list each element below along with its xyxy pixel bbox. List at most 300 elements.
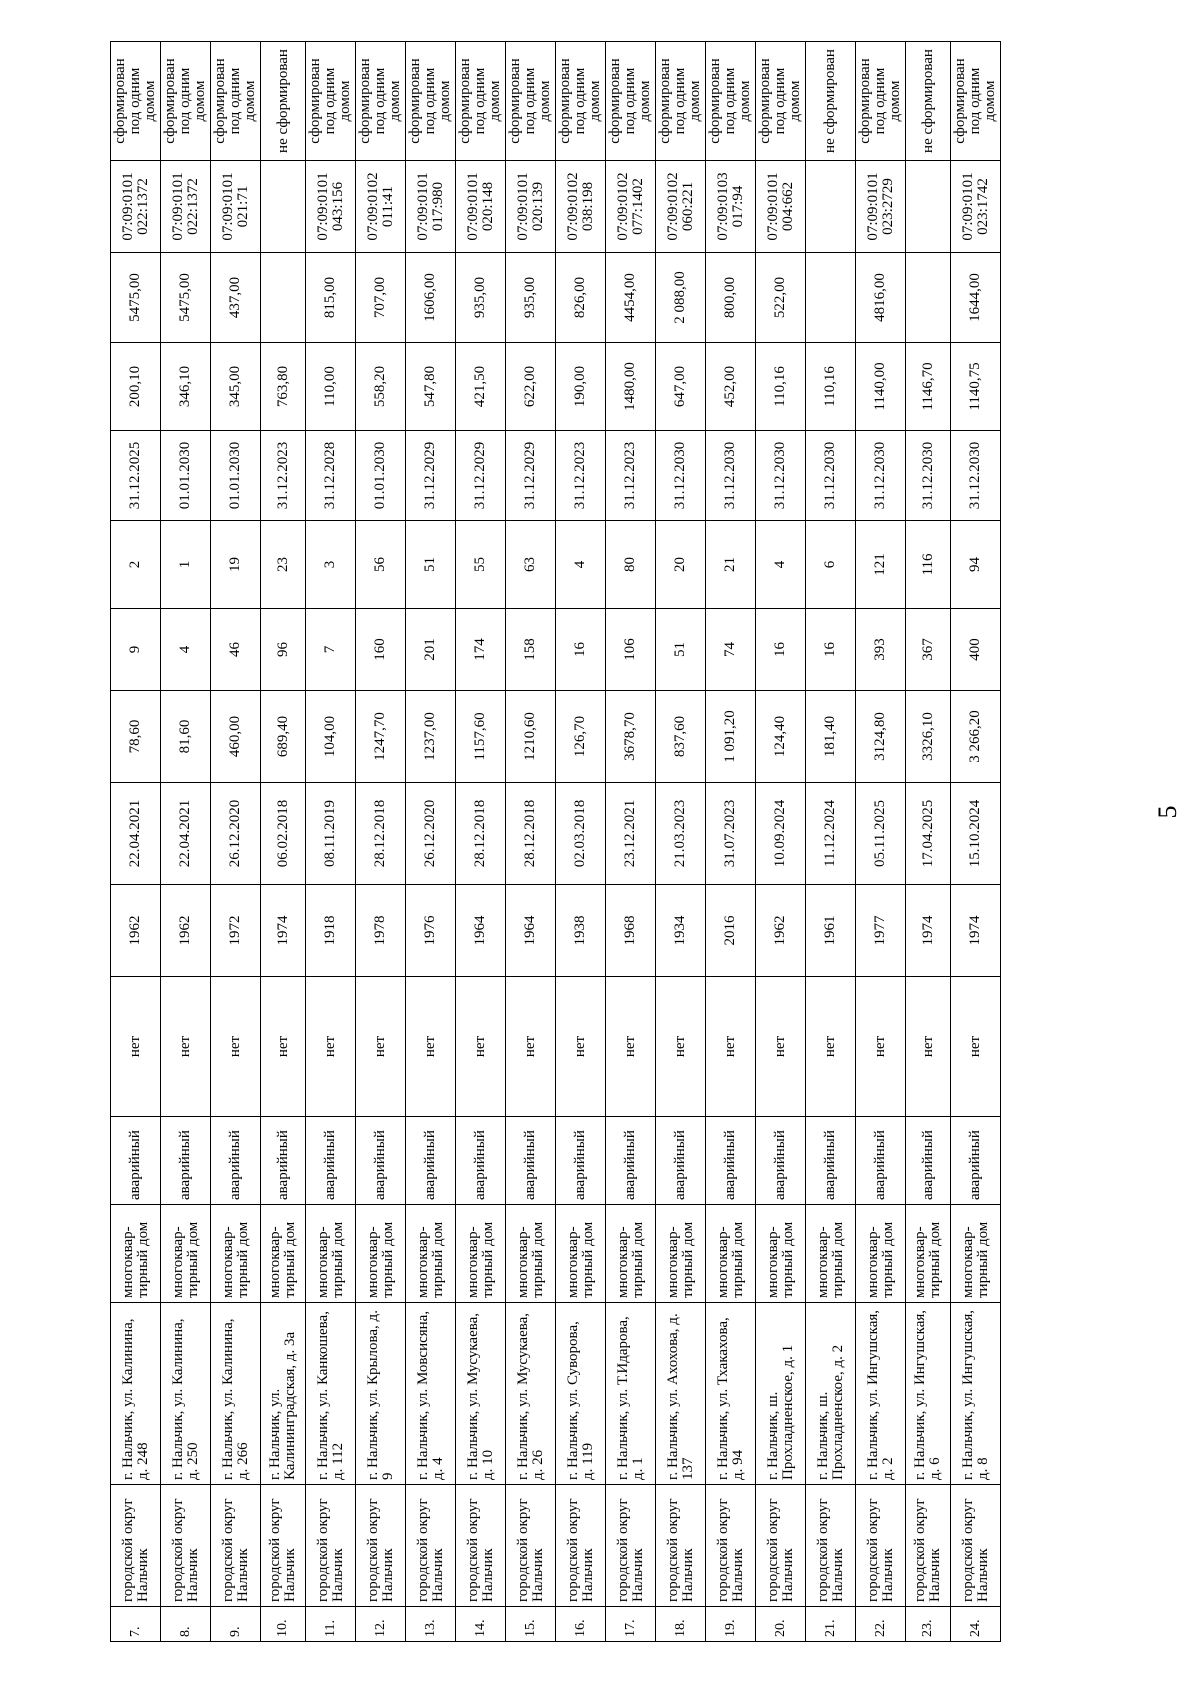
living-area-cell: 763,80 bbox=[261, 343, 306, 431]
table-row bbox=[856, 42, 906, 1642]
build-year-cell: 1968 bbox=[606, 885, 656, 977]
table-row bbox=[456, 42, 506, 1642]
condition-cell: аварийный bbox=[806, 1117, 856, 1205]
cultural-heritage-cell: нет bbox=[951, 977, 1001, 1117]
building-type-cell: многоквар-тирный дом bbox=[606, 1205, 656, 1303]
address-cell: г. Нальчик, ул. Канкошева, д. 112 bbox=[306, 1303, 356, 1485]
cadastral-number-cell bbox=[261, 161, 306, 253]
building-type-cell: многоквар-тирный дом bbox=[856, 1205, 906, 1303]
premises-count-cell: 80 bbox=[606, 521, 656, 609]
cultural-heritage-cell: нет bbox=[161, 977, 211, 1117]
cadastral-number-cell: 07:09:0101 043:156 bbox=[306, 161, 356, 253]
municipality-cell: городской округ Нальчик bbox=[306, 1485, 356, 1607]
residents-count-cell: 7 bbox=[306, 609, 356, 691]
land-status-cell: сформирован под одним домом bbox=[706, 42, 756, 161]
land-status-cell: сформирован под одним домом bbox=[506, 42, 556, 161]
cadastral-number-cell: 07:09:0101 022:1372 bbox=[111, 161, 161, 253]
cadastral-number-cell: 07:09:0101 020:148 bbox=[456, 161, 506, 253]
cadastral-number-cell: 07:09:0101 023:2729 bbox=[856, 161, 906, 253]
address-cell: г. Нальчик, ул. Суворова, д. 119 bbox=[556, 1303, 606, 1485]
cadastral-number-cell: 07:09:0102 038:198 bbox=[556, 161, 606, 253]
address-cell: г. Нальчик, ул. Тхакахова, д. 94 bbox=[706, 1303, 756, 1485]
land-status-cell: сформирован под одним домом bbox=[756, 42, 806, 161]
condition-cell: аварийный bbox=[556, 1117, 606, 1205]
premises-count-cell: 1 bbox=[161, 521, 211, 609]
residents-count-cell: 106 bbox=[606, 609, 656, 691]
living-area-cell: 622,00 bbox=[506, 343, 556, 431]
row-number-cell: 12. bbox=[356, 1607, 406, 1642]
build-year-cell: 1974 bbox=[951, 885, 1001, 977]
address-cell: г. Нальчик, ш. Прохладненское, д. 2 bbox=[806, 1303, 856, 1485]
living-area-cell: 110,16 bbox=[806, 343, 856, 431]
row-number-cell: 17. bbox=[606, 1607, 656, 1642]
resettlement-deadline-cell: 31.12.2030 bbox=[951, 431, 1001, 521]
premises-count-cell: 23 bbox=[261, 521, 306, 609]
resettlement-deadline-cell: 01.01.2030 bbox=[211, 431, 261, 521]
total-area-cell: 1210,60 bbox=[506, 691, 556, 783]
residents-count-cell: 96 bbox=[261, 609, 306, 691]
land-status-cell: сформирован под одним домом bbox=[406, 42, 456, 161]
cultural-heritage-cell: нет bbox=[211, 977, 261, 1117]
decision-date-cell: 17.04.2025 bbox=[906, 783, 951, 885]
build-year-cell: 1974 bbox=[261, 885, 306, 977]
table-row bbox=[706, 42, 756, 1642]
cultural-heritage-cell: нет bbox=[556, 977, 606, 1117]
table-body bbox=[111, 42, 1001, 1642]
build-year-cell: 1974 bbox=[906, 885, 951, 977]
decision-date-cell: 22.04.2021 bbox=[111, 783, 161, 885]
decision-date-cell: 28.12.2018 bbox=[356, 783, 406, 885]
resettlement-deadline-cell: 31.12.2030 bbox=[706, 431, 756, 521]
cadastral-number-cell bbox=[806, 161, 856, 253]
cultural-heritage-cell: нет bbox=[606, 977, 656, 1117]
cultural-heritage-cell: нет bbox=[111, 977, 161, 1117]
land-area-cell: 815,00 bbox=[306, 253, 356, 343]
resettlement-deadline-cell: 31.12.2025 bbox=[111, 431, 161, 521]
row-number-cell: 11. bbox=[306, 1607, 356, 1642]
municipality-cell: городской округ Нальчик bbox=[606, 1485, 656, 1607]
condition-cell: аварийный bbox=[161, 1117, 211, 1205]
build-year-cell: 1962 bbox=[111, 885, 161, 977]
cultural-heritage-cell: нет bbox=[856, 977, 906, 1117]
address-cell: г. Нальчик, ул. Ингушская, д. 6 bbox=[906, 1303, 951, 1485]
residents-count-cell: 46 bbox=[211, 609, 261, 691]
cadastral-number-cell: 07:09:0103 017:94 bbox=[706, 161, 756, 253]
total-area-cell: 3124,80 bbox=[856, 691, 906, 783]
building-type-cell: многоквар-тирный дом bbox=[406, 1205, 456, 1303]
municipality-cell: городской округ Нальчик bbox=[406, 1485, 456, 1607]
residents-count-cell: 160 bbox=[356, 609, 406, 691]
building-type-cell: многоквар-тирный дом bbox=[356, 1205, 406, 1303]
land-status-cell: сформирован под одним домом bbox=[306, 42, 356, 161]
cadastral-number-cell bbox=[906, 161, 951, 253]
building-type-cell: многоквар-тирный дом bbox=[211, 1205, 261, 1303]
cadastral-number-cell: 07:09:0102 011:41 bbox=[356, 161, 406, 253]
address-cell: г. Нальчик, ш. Прохладненское, д. 1 bbox=[756, 1303, 806, 1485]
resettlement-deadline-cell: 31.12.2030 bbox=[806, 431, 856, 521]
municipality-cell: городской округ Нальчик bbox=[111, 1485, 161, 1607]
municipality-cell: городской округ Нальчик bbox=[656, 1485, 706, 1607]
premises-count-cell: 94 bbox=[951, 521, 1001, 609]
build-year-cell: 1964 bbox=[456, 885, 506, 977]
condition-cell: аварийный bbox=[211, 1117, 261, 1205]
cultural-heritage-cell: нет bbox=[261, 977, 306, 1117]
total-area-cell: 81,60 bbox=[161, 691, 211, 783]
total-area-cell: 837,60 bbox=[656, 691, 706, 783]
building-type-cell: многоквар-тирный дом bbox=[556, 1205, 606, 1303]
total-area-cell: 3326,10 bbox=[906, 691, 951, 783]
resettlement-deadline-cell: 31.12.2023 bbox=[556, 431, 606, 521]
decision-date-cell: 26.12.2020 bbox=[406, 783, 456, 885]
land-area-cell bbox=[906, 253, 951, 343]
housing-table bbox=[110, 41, 1001, 1642]
residents-count-cell: 4 bbox=[161, 609, 211, 691]
residents-count-cell: 367 bbox=[906, 609, 951, 691]
land-status-cell: сформирован под одним домом bbox=[456, 42, 506, 161]
resettlement-deadline-cell: 31.12.2030 bbox=[856, 431, 906, 521]
cadastral-number-cell: 07:09:0102 077:1402 bbox=[606, 161, 656, 253]
table-row bbox=[161, 42, 211, 1642]
decision-date-cell: 28.12.2018 bbox=[456, 783, 506, 885]
land-area-cell: 935,00 bbox=[506, 253, 556, 343]
row-number-cell: 24. bbox=[951, 1607, 1001, 1642]
row-number-cell: 22. bbox=[856, 1607, 906, 1642]
land-status-cell: сформирован под одним домом bbox=[161, 42, 211, 161]
premises-count-cell: 19 bbox=[211, 521, 261, 609]
living-area-cell: 110,16 bbox=[756, 343, 806, 431]
building-type-cell: многоквар-тирный дом bbox=[756, 1205, 806, 1303]
address-cell: г. Нальчик, ул. Калинина, д. 266 bbox=[211, 1303, 261, 1485]
living-area-cell: 345,00 bbox=[211, 343, 261, 431]
land-status-cell: сформирован под одним домом bbox=[951, 42, 1001, 161]
table-row bbox=[306, 42, 356, 1642]
premises-count-cell: 4 bbox=[756, 521, 806, 609]
condition-cell: аварийный bbox=[706, 1117, 756, 1205]
residents-count-cell: 9 bbox=[111, 609, 161, 691]
condition-cell: аварийный bbox=[606, 1117, 656, 1205]
condition-cell: аварийный bbox=[656, 1117, 706, 1205]
living-area-cell: 110,00 bbox=[306, 343, 356, 431]
page-number-text: 5 bbox=[1153, 805, 1182, 819]
land-status-cell: сформирован под одним домом bbox=[211, 42, 261, 161]
municipality-cell: городской округ Нальчик bbox=[806, 1485, 856, 1607]
municipality-cell: городской округ Нальчик bbox=[906, 1485, 951, 1607]
land-status-cell: не сформирован bbox=[261, 42, 306, 161]
living-area-cell: 421,50 bbox=[456, 343, 506, 431]
resettlement-deadline-cell: 01.01.2030 bbox=[356, 431, 406, 521]
land-status-cell: сформирован под одним домом bbox=[656, 42, 706, 161]
residents-count-cell: 16 bbox=[756, 609, 806, 691]
resettlement-deadline-cell: 31.12.2030 bbox=[756, 431, 806, 521]
address-cell: г. Нальчик, ул. Мусукаева, д. 26 bbox=[506, 1303, 556, 1485]
condition-cell: аварийный bbox=[356, 1117, 406, 1205]
resettlement-deadline-cell: 31.12.2023 bbox=[261, 431, 306, 521]
address-cell: г. Нальчик, ул. Калининградская, д. 3а bbox=[261, 1303, 306, 1485]
land-area-cell: 2 088,00 bbox=[656, 253, 706, 343]
municipality-cell: городской округ Нальчик bbox=[211, 1485, 261, 1607]
cultural-heritage-cell: нет bbox=[706, 977, 756, 1117]
building-type-cell: многоквар-тирный дом bbox=[306, 1205, 356, 1303]
total-area-cell: 181,40 bbox=[806, 691, 856, 783]
row-number-cell: 20. bbox=[756, 1607, 806, 1642]
municipality-cell: городской округ Нальчик bbox=[756, 1485, 806, 1607]
resettlement-deadline-cell: 31.12.2029 bbox=[456, 431, 506, 521]
row-number-cell: 13. bbox=[406, 1607, 456, 1642]
table-row bbox=[951, 42, 1001, 1642]
cultural-heritage-cell: нет bbox=[806, 977, 856, 1117]
build-year-cell: 1978 bbox=[356, 885, 406, 977]
land-area-cell: 5475,00 bbox=[111, 253, 161, 343]
land-status-cell: сформирован под одним домом bbox=[111, 42, 161, 161]
premises-count-cell: 3 bbox=[306, 521, 356, 609]
cultural-heritage-cell: нет bbox=[406, 977, 456, 1117]
premises-count-cell: 51 bbox=[406, 521, 456, 609]
build-year-cell: 1961 bbox=[806, 885, 856, 977]
living-area-cell: 647,00 bbox=[656, 343, 706, 431]
address-cell: г. Нальчик, ул. Мовсисяна, д. 4 bbox=[406, 1303, 456, 1485]
table-row bbox=[906, 42, 951, 1642]
building-type-cell: многоквар-тирный дом bbox=[906, 1205, 951, 1303]
residents-count-cell: 174 bbox=[456, 609, 506, 691]
total-area-cell: 1 091,20 bbox=[706, 691, 756, 783]
build-year-cell: 1934 bbox=[656, 885, 706, 977]
decision-date-cell: 22.04.2021 bbox=[161, 783, 211, 885]
building-type-cell: многоквар-тирный дом bbox=[161, 1205, 211, 1303]
municipality-cell: городской округ Нальчик bbox=[706, 1485, 756, 1607]
row-number-cell: 18. bbox=[656, 1607, 706, 1642]
premises-count-cell: 2 bbox=[111, 521, 161, 609]
table-row bbox=[261, 42, 306, 1642]
cultural-heritage-cell: нет bbox=[456, 977, 506, 1117]
residents-count-cell: 51 bbox=[656, 609, 706, 691]
address-cell: г. Нальчик, ул. Калинина, д. 248 bbox=[111, 1303, 161, 1485]
table-row bbox=[356, 42, 406, 1642]
table-row bbox=[756, 42, 806, 1642]
residents-count-cell: 16 bbox=[556, 609, 606, 691]
row-number-cell: 15. bbox=[506, 1607, 556, 1642]
address-cell: г. Нальчик, ул. Т.Идарова, д. 1 bbox=[606, 1303, 656, 1485]
condition-cell: аварийный bbox=[306, 1117, 356, 1205]
land-area-cell: 1644,00 bbox=[951, 253, 1001, 343]
living-area-cell: 200,10 bbox=[111, 343, 161, 431]
total-area-cell: 460,00 bbox=[211, 691, 261, 783]
decision-date-cell: 11.12.2024 bbox=[806, 783, 856, 885]
address-cell: г. Нальчик, ул. Крылова, д. 9 bbox=[356, 1303, 406, 1485]
land-area-cell: 437,00 bbox=[211, 253, 261, 343]
building-type-cell: многоквар-тирный дом bbox=[806, 1205, 856, 1303]
living-area-cell: 1140,75 bbox=[951, 343, 1001, 431]
table-row bbox=[111, 42, 161, 1642]
premises-count-cell: 56 bbox=[356, 521, 406, 609]
resettlement-deadline-cell: 31.12.2030 bbox=[906, 431, 951, 521]
cultural-heritage-cell: нет bbox=[906, 977, 951, 1117]
condition-cell: аварийный bbox=[856, 1117, 906, 1205]
total-area-cell: 3678,70 bbox=[606, 691, 656, 783]
living-area-cell: 558,20 bbox=[356, 343, 406, 431]
row-number-cell: 8. bbox=[161, 1607, 211, 1642]
build-year-cell: 1964 bbox=[506, 885, 556, 977]
table-row bbox=[606, 42, 656, 1642]
living-area-cell: 452,00 bbox=[706, 343, 756, 431]
row-number-cell: 10. bbox=[261, 1607, 306, 1642]
building-type-cell: многоквар-тирный дом bbox=[506, 1205, 556, 1303]
decision-date-cell: 02.03.2018 bbox=[556, 783, 606, 885]
residents-count-cell: 393 bbox=[856, 609, 906, 691]
total-area-cell: 689,40 bbox=[261, 691, 306, 783]
row-number-cell: 23. bbox=[906, 1607, 951, 1642]
decision-date-cell: 08.11.2019 bbox=[306, 783, 356, 885]
cadastral-number-cell: 07:09:0101 004:662 bbox=[756, 161, 806, 253]
total-area-cell: 1157,60 bbox=[456, 691, 506, 783]
resettlement-deadline-cell: 31.12.2028 bbox=[306, 431, 356, 521]
premises-count-cell: 116 bbox=[906, 521, 951, 609]
total-area-cell: 3 266,20 bbox=[951, 691, 1001, 783]
condition-cell: аварийный bbox=[456, 1117, 506, 1205]
premises-count-cell: 20 bbox=[656, 521, 706, 609]
address-cell: г. Нальчик, ул. Мусукаева, д. 10 bbox=[456, 1303, 506, 1485]
build-year-cell: 2016 bbox=[706, 885, 756, 977]
cultural-heritage-cell: нет bbox=[506, 977, 556, 1117]
decision-date-cell: 31.07.2023 bbox=[706, 783, 756, 885]
land-status-cell: не сформирован bbox=[906, 42, 951, 161]
living-area-cell: 1480,00 bbox=[606, 343, 656, 431]
decision-date-cell: 23.12.2021 bbox=[606, 783, 656, 885]
row-number-cell: 21. bbox=[806, 1607, 856, 1642]
residents-count-cell: 400 bbox=[951, 609, 1001, 691]
build-year-cell: 1962 bbox=[756, 885, 806, 977]
residents-count-cell: 201 bbox=[406, 609, 456, 691]
resettlement-deadline-cell: 31.12.2030 bbox=[656, 431, 706, 521]
land-area-cell: 826,00 bbox=[556, 253, 606, 343]
row-number-cell: 7. bbox=[111, 1607, 161, 1642]
resettlement-deadline-cell: 01.01.2030 bbox=[161, 431, 211, 521]
building-type-cell: многоквар-тирный дом bbox=[656, 1205, 706, 1303]
cadastral-number-cell: 07:09:0101 022:1372 bbox=[161, 161, 211, 253]
municipality-cell: городской округ Нальчик bbox=[951, 1485, 1001, 1607]
decision-date-cell: 06.02.2018 bbox=[261, 783, 306, 885]
municipality-cell: городской округ Нальчик bbox=[161, 1485, 211, 1607]
cadastral-number-cell: 07:09:0101 020:139 bbox=[506, 161, 556, 253]
cultural-heritage-cell: нет bbox=[756, 977, 806, 1117]
address-cell: г. Нальчик, ул. Калинина, д. 250 bbox=[161, 1303, 211, 1485]
municipality-cell: городской округ Нальчик bbox=[456, 1485, 506, 1607]
decision-date-cell: 10.09.2024 bbox=[756, 783, 806, 885]
row-number-cell: 19. bbox=[706, 1607, 756, 1642]
build-year-cell: 1977 bbox=[856, 885, 906, 977]
municipality-cell: городской округ Нальчик bbox=[261, 1485, 306, 1607]
premises-count-cell: 55 bbox=[456, 521, 506, 609]
resettlement-deadline-cell: 31.12.2029 bbox=[406, 431, 456, 521]
build-year-cell: 1938 bbox=[556, 885, 606, 977]
build-year-cell: 1972 bbox=[211, 885, 261, 977]
living-area-cell: 346,10 bbox=[161, 343, 211, 431]
table-row bbox=[556, 42, 606, 1642]
land-status-cell: сформирован под одним домом bbox=[856, 42, 906, 161]
decision-date-cell: 28.12.2018 bbox=[506, 783, 556, 885]
premises-count-cell: 21 bbox=[706, 521, 756, 609]
row-number-cell: 16. bbox=[556, 1607, 606, 1642]
total-area-cell: 126,70 bbox=[556, 691, 606, 783]
land-area-cell: 522,00 bbox=[756, 253, 806, 343]
total-area-cell: 78,60 bbox=[111, 691, 161, 783]
table-row bbox=[656, 42, 706, 1642]
cadastral-number-cell: 07:09:0102 060:221 bbox=[656, 161, 706, 253]
build-year-cell: 1918 bbox=[306, 885, 356, 977]
residents-count-cell: 16 bbox=[806, 609, 856, 691]
land-status-cell: сформирован под одним домом bbox=[356, 42, 406, 161]
total-area-cell: 1237,00 bbox=[406, 691, 456, 783]
premises-count-cell: 6 bbox=[806, 521, 856, 609]
cadastral-number-cell: 07:09:0101 023:1742 bbox=[951, 161, 1001, 253]
premises-count-cell: 63 bbox=[506, 521, 556, 609]
table-row bbox=[406, 42, 456, 1642]
address-cell: г. Нальчик, ул. Ингушская, д. 8 bbox=[951, 1303, 1001, 1485]
table-row bbox=[211, 42, 261, 1642]
condition-cell: аварийный bbox=[951, 1117, 1001, 1205]
land-area-cell: 800,00 bbox=[706, 253, 756, 343]
living-area-cell: 190,00 bbox=[556, 343, 606, 431]
table-row bbox=[506, 42, 556, 1642]
building-type-cell: многоквар-тирный дом bbox=[261, 1205, 306, 1303]
land-area-cell bbox=[806, 253, 856, 343]
land-area-cell: 1606,00 bbox=[406, 253, 456, 343]
municipality-cell: городской округ Нальчик bbox=[506, 1485, 556, 1607]
land-area-cell: 5475,00 bbox=[161, 253, 211, 343]
land-status-cell: сформирован под одним домом bbox=[606, 42, 656, 161]
building-type-cell: многоквар-тирный дом bbox=[111, 1205, 161, 1303]
address-cell: г. Нальчик, ул. Ахохова, д. 137 bbox=[656, 1303, 706, 1485]
land-status-cell: сформирован под одним домом bbox=[556, 42, 606, 161]
build-year-cell: 1962 bbox=[161, 885, 211, 977]
cultural-heritage-cell: нет bbox=[306, 977, 356, 1117]
condition-cell: аварийный bbox=[756, 1117, 806, 1205]
land-area-cell: 4454,00 bbox=[606, 253, 656, 343]
building-type-cell: многоквар-тирный дом bbox=[706, 1205, 756, 1303]
cadastral-number-cell: 07:09:0101 017:980 bbox=[406, 161, 456, 253]
municipality-cell: городской округ Нальчик bbox=[356, 1485, 406, 1607]
condition-cell: аварийный bbox=[506, 1117, 556, 1205]
total-area-cell: 124,40 bbox=[756, 691, 806, 783]
cultural-heritage-cell: нет bbox=[656, 977, 706, 1117]
land-area-cell bbox=[261, 253, 306, 343]
condition-cell: аварийный bbox=[906, 1117, 951, 1205]
premises-count-cell: 121 bbox=[856, 521, 906, 609]
document-table-wrapper bbox=[110, 41, 1001, 1642]
address-cell: г. Нальчик, ул. Ингушская, д. 2 bbox=[856, 1303, 906, 1485]
decision-date-cell: 21.03.2023 bbox=[656, 783, 706, 885]
decision-date-cell: 05.11.2025 bbox=[856, 783, 906, 885]
condition-cell: аварийный bbox=[111, 1117, 161, 1205]
table-row bbox=[806, 42, 856, 1642]
premises-count-cell: 4 bbox=[556, 521, 606, 609]
cultural-heritage-cell: нет bbox=[356, 977, 406, 1117]
residents-count-cell: 74 bbox=[706, 609, 756, 691]
decision-date-cell: 26.12.2020 bbox=[211, 783, 261, 885]
municipality-cell: городской округ Нальчик bbox=[856, 1485, 906, 1607]
building-type-cell: многоквар-тирный дом bbox=[951, 1205, 1001, 1303]
land-area-cell: 4816,00 bbox=[856, 253, 906, 343]
resettlement-deadline-cell: 31.12.2023 bbox=[606, 431, 656, 521]
resettlement-deadline-cell: 31.12.2029 bbox=[506, 431, 556, 521]
land-area-cell: 707,00 bbox=[356, 253, 406, 343]
residents-count-cell: 158 bbox=[506, 609, 556, 691]
row-number-cell: 9. bbox=[211, 1607, 261, 1642]
land-area-cell: 935,00 bbox=[456, 253, 506, 343]
decision-date-cell: 15.10.2024 bbox=[951, 783, 1001, 885]
total-area-cell: 1247,70 bbox=[356, 691, 406, 783]
living-area-cell: 547,80 bbox=[406, 343, 456, 431]
condition-cell: аварийный bbox=[261, 1117, 306, 1205]
